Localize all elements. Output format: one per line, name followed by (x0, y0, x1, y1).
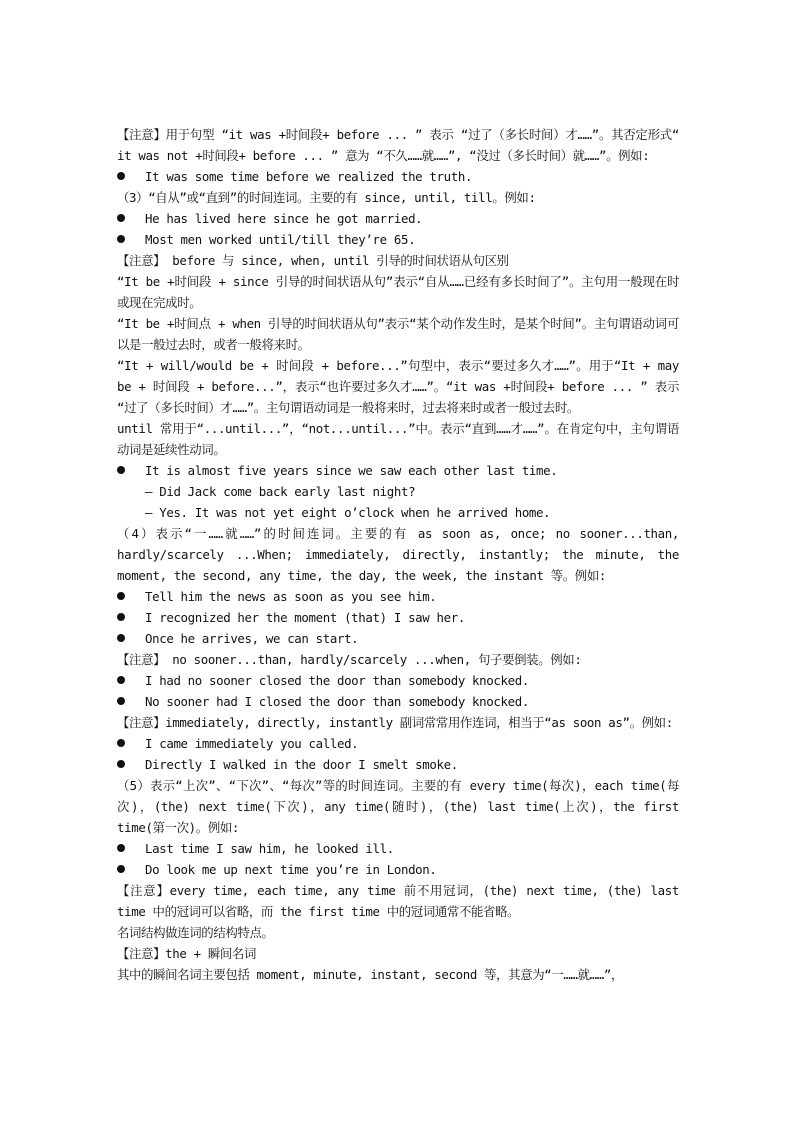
section-paragraph: （5）表示“上次”、“下次”、“每次”等的时间连词。主要的有 every time(每次)，each time(每次)，(the) next time(下次)，any time(随时)，(the) last time(上次)，the first time(第一次)。例如: (117, 778, 679, 835)
body-paragraph: until 常用于“...until...”，“not...until...”中。表示“直到……才……”。在肯定句中，主句谓语动词是延续性动词。 (117, 421, 679, 457)
example-sentence: It is almost five years since we saw each other last time. (145, 463, 558, 478)
note-paragraph: 【注意】every time, each time, any time 前不用冠词，(the) next time, (the) last time 中的冠词可以省略，而 the first time 中的冠词通常不能省略。 (117, 883, 679, 919)
body-paragraph: “It be +时间段 + since 引导的时间状语从句”表示“自从……已经有多长时间了”。主句用一般现在时或现在完成时。 (117, 274, 679, 310)
bullet-icon (117, 172, 125, 180)
example-sentence: Most men worked until/till they’re 65. (145, 232, 416, 247)
example-sentence: Tell him the news as soon as you see him. (145, 589, 437, 604)
bullet-icon (117, 844, 125, 852)
example-sentence: I came immediately you called. (145, 736, 359, 751)
dialogue-line: — Yes. It was not yet eight o’clock when he arrived home. (145, 505, 551, 520)
list-item (117, 628, 679, 649)
document-page (117, 124, 679, 985)
example-sentence: I recognized her the moment (that) I saw her. (145, 610, 465, 625)
list-item (117, 754, 679, 775)
bullet-icon (117, 697, 125, 705)
bullet-icon (117, 865, 125, 873)
dialogue-line: — Did Jack come back early last night? (145, 484, 416, 499)
bullet-icon (117, 235, 125, 243)
bullet-icon (117, 634, 125, 642)
list-item (117, 670, 679, 691)
body-paragraph: “It + will/would be + 时间段 + before...”句型中，表示“要过多久才……”。用于“It + may be + 时间段 + before...”，表示“也许要过多久才……”。“it was +时间段+ before ... ” 表示 “过了（多长时间）才……”。主句谓语动词是一般将来时，过去将来时或者一般过去时。 (117, 358, 679, 415)
list-item (117, 838, 679, 859)
example-sentence: It was some time before we realized the truth. (145, 169, 473, 184)
bullet-icon (117, 214, 125, 222)
example-sentence: Once he arrives, we can start. (145, 631, 359, 646)
section-paragraph: （4）表示“一……就……”的时间连词。主要的有 as soon as, once; no sooner...than, hardly/scarcely ...When; immediately, directly, instantly; the minute, the moment, the second, any time, the day, the week, the instant 等。例如: (117, 526, 679, 583)
list-item (117, 733, 679, 754)
note-paragraph: 【注意】用于句型 “it was +时间段+ before ... ” 表示 “过了（多长时间）才……”。其否定形式“ it was not +时间段+ before ... ” 意为 “不久……就……”, “没过（多长时间）就……”。例如: (117, 127, 679, 163)
note-paragraph: 【注意】immediately, directly, instantly 副词常常用作连词，相当于“as soon as”。例如: (117, 715, 673, 730)
note-paragraph: 【注意】the + 瞬间名词 (117, 946, 256, 961)
example-sentence: Do look me up next time you’re in London. (145, 862, 437, 877)
list-item (117, 208, 679, 229)
example-sentence: Last time I saw him, he looked ill. (145, 841, 394, 856)
list-item (117, 859, 679, 880)
example-sentence: He has lived here since he got married. (145, 211, 423, 226)
list-item (117, 460, 679, 481)
body-paragraph: “It be +时间点 + when 引导的时间状语从句”表示“某个动作发生时，是某个时间”。主句谓语动词可以是一般过去时，或者一般将来时。 (117, 316, 679, 352)
note-paragraph: 【注意】 before 与 since, when, until 引导的时间状语从句区别 (117, 253, 509, 268)
list-item (117, 586, 679, 607)
list-item (117, 607, 679, 628)
body-paragraph: 其中的瞬间名词主要包括 moment, minute, instant, second 等，其意为“一……就……”， (117, 967, 624, 982)
bullet-icon (117, 466, 125, 474)
list-item (117, 166, 679, 187)
bullet-icon (117, 739, 125, 747)
body-paragraph: 名词结构做连词的结构特点。 (117, 925, 274, 940)
bullet-icon (117, 592, 125, 600)
example-sentence: I had no sooner closed the door than somebody knocked. (145, 673, 529, 688)
bullet-icon (117, 613, 125, 621)
list-item (117, 229, 679, 250)
example-sentence: Directly I walked in the door I smelt smoke. (145, 757, 458, 772)
section-paragraph: （3）“自从”或“直到”的时间连词。主要的有 since, until, till。例如: (117, 190, 536, 205)
bullet-icon (117, 676, 125, 684)
list-item (117, 691, 679, 712)
example-sentence: No sooner had I closed the door than somebody knocked. (145, 694, 529, 709)
note-paragraph: 【注意】 no sooner...than, hardly/scarcely ...when, 句子要倒装。例如: (117, 652, 582, 667)
bullet-icon (117, 760, 125, 768)
